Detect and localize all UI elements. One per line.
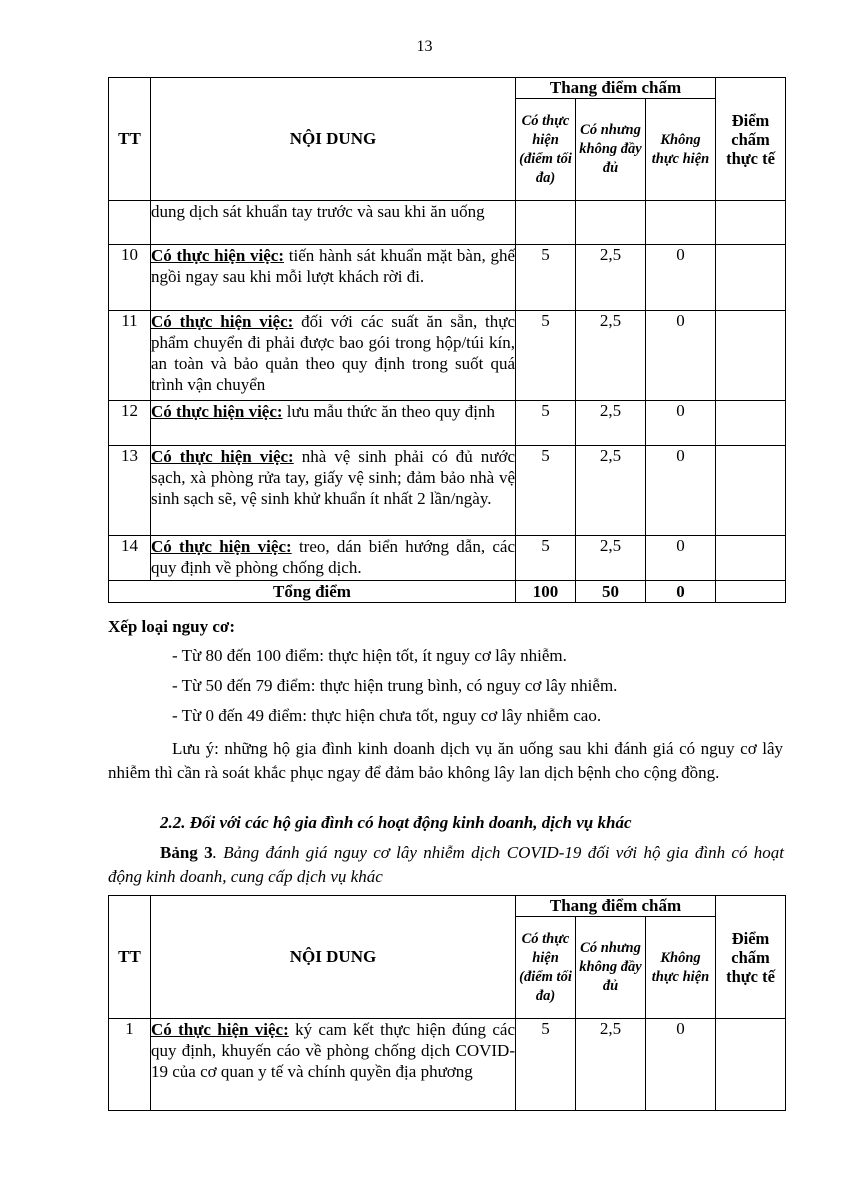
row-partial: 2,5 xyxy=(576,401,646,446)
row-text: dung dịch sát khuẩn tay trước và sau khi ăn uống xyxy=(151,202,485,221)
risk-item: - Từ 80 đến 100 điểm: thực hiện tốt, ít nguy cơ lây nhiễm. xyxy=(172,646,567,665)
caption-label: Bảng 3 xyxy=(160,843,213,862)
scoring-table-3 xyxy=(108,895,786,1111)
row-keyword: Có thực hiện việc: xyxy=(151,1020,289,1039)
row-none xyxy=(646,201,716,245)
row-actual xyxy=(716,245,786,311)
row-keyword: Có thực hiện việc: xyxy=(151,447,294,466)
row-keyword: Có thực hiện việc: xyxy=(151,246,285,265)
row-full: 5 xyxy=(516,311,576,401)
row-full: 5 xyxy=(516,536,576,581)
row-text: lưu mẫu thức ăn theo quy định xyxy=(282,402,496,421)
table-row xyxy=(109,1019,786,1111)
risk-item: - Từ 50 đến 79 điểm: thực hiện trung bình, có nguy cơ lây nhiễm. xyxy=(172,676,618,695)
header-partial: Có nhưng không đầy đủ xyxy=(576,99,646,201)
header-tt: TT xyxy=(109,896,151,1019)
row-keyword: Có thực hiện việc: xyxy=(151,537,292,556)
table-row xyxy=(109,201,786,245)
row-tt: 14 xyxy=(109,536,151,581)
total-none: 0 xyxy=(646,581,716,603)
row-full: 5 xyxy=(516,245,576,311)
row-partial xyxy=(576,201,646,245)
row-text: tiến hành sát khuẩn mặt bàn, ghế ngồi ngay sau khi mỗi lượt khách rời đi. xyxy=(151,246,515,286)
row-tt xyxy=(109,201,151,245)
row-partial: 2,5 xyxy=(576,311,646,401)
section-heading: 2.2. Đối với các hộ gia đình có hoạt động kinh doanh, dịch vụ khác xyxy=(160,813,632,832)
table-row xyxy=(109,311,786,401)
row-partial: 2,5 xyxy=(576,446,646,536)
table-row xyxy=(109,245,786,311)
header-actual: Điểm chấm thực tế xyxy=(716,896,786,1019)
row-tt: 11 xyxy=(109,311,151,401)
row-none: 0 xyxy=(646,311,716,401)
row-tt: 10 xyxy=(109,245,151,311)
risk-heading: Xếp loại nguy cơ: xyxy=(108,617,236,636)
row-content xyxy=(151,401,516,446)
row-none: 0 xyxy=(646,536,716,581)
row-none: 0 xyxy=(646,1019,716,1111)
risk-item: - Từ 0 đến 49 điểm: thực hiện chưa tốt, nguy cơ lây nhiễm cao. xyxy=(172,706,602,725)
header-full: Có thực hiện (điểm tối đa) xyxy=(516,917,576,1019)
row-keyword: Có thực hiện việc: xyxy=(151,312,294,331)
total-row xyxy=(109,581,786,603)
row-content xyxy=(151,245,516,311)
header-partial: Có nhưng không đầy đủ xyxy=(576,917,646,1019)
header-scale: Thang điểm chấm xyxy=(516,896,716,917)
caption-text: . Bảng đánh giá nguy cơ lây nhiễm dịch COVID-19 đối với hộ gia đình có hoạt động kinh doanh, cung cấp dịch vụ khác xyxy=(108,843,785,886)
header-tt: TT xyxy=(109,78,151,201)
row-full: 5 xyxy=(516,446,576,536)
row-none: 0 xyxy=(646,401,716,446)
header-scale: Thang điểm chấm xyxy=(516,78,716,99)
table-row xyxy=(109,401,786,446)
total-partial: 50 xyxy=(576,581,646,603)
row-actual xyxy=(716,401,786,446)
row-actual xyxy=(716,446,786,536)
row-actual xyxy=(716,1019,786,1111)
row-text: ký cam kết thực hiện đúng các quy định, khuyến cáo về phòng chống dịch COVID-19 của cơ quan y tế và chính quyền địa phương xyxy=(151,1020,515,1081)
row-actual xyxy=(716,311,786,401)
total-full: 100 xyxy=(516,581,576,603)
row-partial: 2,5 xyxy=(576,245,646,311)
row-content xyxy=(151,201,516,245)
row-actual xyxy=(716,536,786,581)
header-content: NỘI DUNG xyxy=(151,896,516,1019)
row-full: 5 xyxy=(516,401,576,446)
page-number: 13 xyxy=(416,38,433,55)
row-actual xyxy=(716,201,786,245)
row-content xyxy=(151,446,516,536)
row-tt: 12 xyxy=(109,401,151,446)
header-full: Có thực hiện (điểm tối đa) xyxy=(516,99,576,201)
table-row xyxy=(109,536,786,581)
row-content xyxy=(151,311,516,401)
table-row xyxy=(109,446,786,536)
total-label: Tổng điểm xyxy=(109,581,516,603)
header-actual: Điểm chấm thực tế xyxy=(716,78,786,201)
row-partial: 2,5 xyxy=(576,1019,646,1111)
row-partial: 2,5 xyxy=(576,536,646,581)
scoring-table-2 xyxy=(108,77,786,603)
row-full: 5 xyxy=(516,1019,576,1111)
row-content xyxy=(151,1019,516,1111)
risk-note: Lưu ý: những hộ gia đình kinh doanh dịch vụ ăn uống sau khi đánh giá có nguy cơ lây nhiễm thì cần rà soát khắc phục ngay để đảm bảo không lây lan dịch bệnh cho cộng đồng. xyxy=(108,739,783,782)
row-keyword: Có thực hiện việc: xyxy=(151,402,283,421)
row-none: 0 xyxy=(646,446,716,536)
header-none: Không thực hiện xyxy=(646,99,716,201)
header-none: Không thực hiện xyxy=(646,917,716,1019)
row-tt: 1 xyxy=(109,1019,151,1111)
row-none: 0 xyxy=(646,245,716,311)
header-content: NỘI DUNG xyxy=(151,78,516,201)
row-full xyxy=(516,201,576,245)
table-caption xyxy=(108,841,784,889)
row-text: đối với các suất ăn sẵn, thực phẩm chuyển đi phải được bao gói trong hộp/túi kín, an toàn và bảo quản theo quy định trong suốt quá trình vận chuyển xyxy=(151,312,516,394)
row-content xyxy=(151,536,516,581)
total-actual xyxy=(716,581,786,603)
row-text: treo, dán biển hướng dẫn, các quy định về phòng chống dịch. xyxy=(151,537,515,577)
row-text: nhà vệ sinh phải có đủ nước sạch, xà phòng rửa tay, giấy vệ sinh; đảm bảo nhà vệ sinh sạch sẽ, vệ sinh khử khuẩn ít nhất 2 lần/ngày. xyxy=(151,447,516,508)
row-tt: 13 xyxy=(109,446,151,536)
